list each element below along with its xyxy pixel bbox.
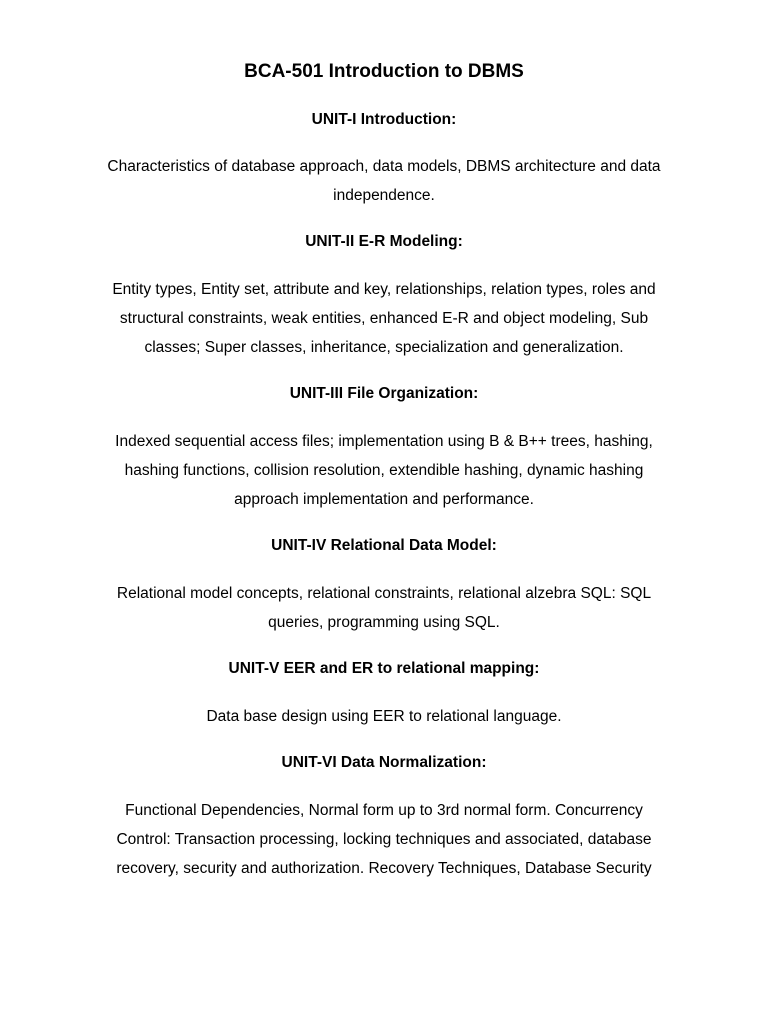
unit-2-body bbox=[90, 275, 678, 362]
unit-2-heading: UNIT-II E-R Modeling: bbox=[305, 233, 463, 250]
unit-5-body bbox=[90, 702, 678, 731]
unit-6-body bbox=[90, 796, 678, 883]
unit-5-heading: UNIT-V EER and ER to relational mapping: bbox=[228, 660, 540, 677]
unit-1-line-1: Characteristics of database approach, data models, DBMS architecture and data bbox=[107, 158, 661, 175]
unit-5-section bbox=[90, 659, 678, 731]
unit-6-line-1: Functional Dependencies, Normal form up to 3rd normal form. Concurrency bbox=[125, 802, 643, 819]
unit-3-body bbox=[90, 427, 678, 514]
unit-4-line-2: queries, programming using SQL. bbox=[268, 614, 500, 631]
unit-2-section bbox=[90, 232, 678, 362]
page-title: BCA-501 Introduction to DBMS bbox=[244, 61, 524, 82]
unit-3-line-3: approach implementation and performance. bbox=[234, 491, 534, 508]
unit-6-line-3: recovery, security and authorization. Recovery Techniques, Database Security bbox=[116, 860, 652, 877]
unit-4-body bbox=[90, 579, 678, 637]
unit-2-line-2: structural constraints, weak entities, enhanced E-R and object modeling, Sub bbox=[119, 310, 649, 327]
unit-3-section bbox=[90, 384, 678, 514]
unit-6-heading: UNIT-VI Data Normalization: bbox=[281, 754, 487, 771]
unit-6-section bbox=[90, 753, 678, 883]
unit-3-heading: UNIT-III File Organization: bbox=[289, 385, 479, 402]
unit-5-line-1: Data base design using EER to relational language. bbox=[206, 708, 562, 725]
unit-1-body bbox=[90, 152, 678, 210]
unit-2-line-3: classes; Super classes, inheritance, specialization and generalization. bbox=[144, 339, 624, 356]
unit-3-line-2: hashing functions, collision resolution, extendible hashing, dynamic hashing bbox=[124, 462, 644, 479]
unit-3-line-1: Indexed sequential access files; implementation using B & B++ trees, hashing, bbox=[115, 433, 653, 450]
unit-2-line-1: Entity types, Entity set, attribute and key, relationships, relation types, roles and bbox=[112, 281, 656, 298]
unit-1-heading: UNIT-I Introduction: bbox=[311, 111, 457, 128]
unit-6-line-2: Control: Transaction processing, locking techniques and associated, database bbox=[116, 831, 652, 848]
unit-1-line-2: independence. bbox=[333, 187, 435, 204]
unit-1-section bbox=[90, 110, 678, 210]
unit-4-heading: UNIT-IV Relational Data Model: bbox=[271, 537, 497, 554]
unit-4-line-1: Relational model concepts, relational constraints, relational alzebra SQL: SQL bbox=[116, 585, 652, 602]
unit-4-section bbox=[90, 536, 678, 637]
